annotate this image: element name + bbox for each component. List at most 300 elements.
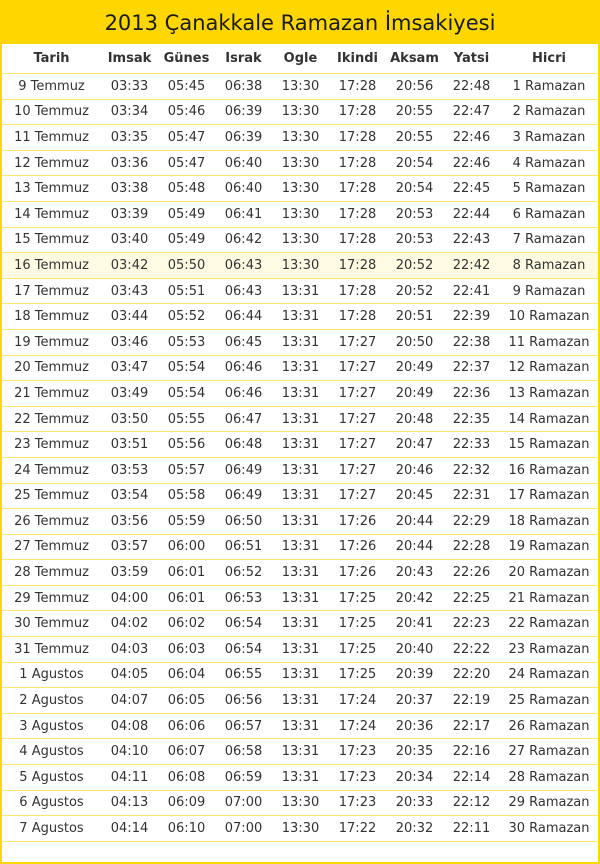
cell-hicri: 9 Ramazan [500, 278, 598, 304]
cell-israk: 06:39 [215, 125, 272, 151]
cell-ogle: 13:31 [272, 534, 329, 560]
cell-aksam: 20:33 [386, 790, 443, 816]
cell-israk: 06:58 [215, 739, 272, 765]
table-row [2, 534, 598, 560]
cell-aksam: 20:54 [386, 150, 443, 176]
table-row [2, 176, 598, 202]
table-body [2, 74, 598, 842]
cell-israk: 06:44 [215, 304, 272, 330]
cell-ogle: 13:30 [272, 176, 329, 202]
cell-ikindi: 17:28 [329, 150, 386, 176]
table-row [2, 611, 598, 637]
cell-yatsi: 22:37 [443, 355, 500, 381]
cell-yatsi: 22:38 [443, 329, 500, 355]
cell-ogle: 13:31 [272, 611, 329, 637]
table-row [2, 713, 598, 739]
cell-ikindi: 17:27 [329, 381, 386, 407]
cell-aksam: 20:43 [386, 560, 443, 586]
cell-aksam: 20:52 [386, 278, 443, 304]
cell-yatsi: 22:39 [443, 304, 500, 330]
table-row [2, 585, 598, 611]
cell-ogle: 13:31 [272, 713, 329, 739]
cell-israk: 06:51 [215, 534, 272, 560]
cell-tarih: 3 Agustos [2, 713, 101, 739]
cell-ogle: 13:31 [272, 483, 329, 509]
cell-ikindi: 17:28 [329, 304, 386, 330]
cell-imsak: 03:56 [101, 509, 158, 535]
cell-hicri: 6 Ramazan [500, 201, 598, 227]
table-row [2, 457, 598, 483]
table-row [2, 125, 598, 151]
cell-hicri: 2 Ramazan [500, 99, 598, 125]
cell-ogle: 13:31 [272, 509, 329, 535]
cell-tarih: 10 Temmuz [2, 99, 101, 125]
cell-aksam: 20:44 [386, 534, 443, 560]
cell-gunes: 05:54 [158, 355, 215, 381]
cell-hicri: 27 Ramazan [500, 739, 598, 765]
cell-israk: 06:49 [215, 457, 272, 483]
table-row [2, 509, 598, 535]
cell-israk: 06:46 [215, 355, 272, 381]
cell-aksam: 20:44 [386, 509, 443, 535]
table-row [2, 253, 598, 279]
cell-gunes: 05:48 [158, 176, 215, 202]
cell-ogle: 13:31 [272, 304, 329, 330]
cell-israk: 06:39 [215, 99, 272, 125]
cell-aksam: 20:37 [386, 688, 443, 714]
cell-ogle: 13:31 [272, 406, 329, 432]
cell-imsak: 03:35 [101, 125, 158, 151]
cell-yatsi: 22:45 [443, 176, 500, 202]
table-row [2, 304, 598, 330]
cell-ogle: 13:30 [272, 125, 329, 151]
title-bar [2, 2, 598, 44]
cell-israk: 06:43 [215, 253, 272, 279]
cell-ogle: 13:31 [272, 432, 329, 458]
cell-yatsi: 22:32 [443, 457, 500, 483]
cell-ogle: 13:31 [272, 381, 329, 407]
cell-imsak: 03:39 [101, 201, 158, 227]
cell-yatsi: 22:33 [443, 432, 500, 458]
cell-tarih: 28 Temmuz [2, 560, 101, 586]
table-row [2, 278, 598, 304]
cell-gunes: 05:45 [158, 74, 215, 100]
cell-imsak: 04:07 [101, 688, 158, 714]
cell-tarih: 2 Agustos [2, 688, 101, 714]
cell-gunes: 05:49 [158, 201, 215, 227]
cell-gunes: 06:06 [158, 713, 215, 739]
cell-yatsi: 22:43 [443, 227, 500, 253]
cell-israk: 06:49 [215, 483, 272, 509]
cell-gunes: 06:04 [158, 662, 215, 688]
cell-aksam: 20:55 [386, 99, 443, 125]
cell-hicri: 26 Ramazan [500, 713, 598, 739]
cell-ogle: 13:31 [272, 739, 329, 765]
table-row [2, 406, 598, 432]
cell-imsak: 03:57 [101, 534, 158, 560]
cell-hicri: 19 Ramazan [500, 534, 598, 560]
cell-israk: 06:42 [215, 227, 272, 253]
cell-hicri: 29 Ramazan [500, 790, 598, 816]
cell-aksam: 20:55 [386, 125, 443, 151]
cell-aksam: 20:52 [386, 253, 443, 279]
header-ikindi: Ikindi [337, 51, 378, 66]
cell-ikindi: 17:28 [329, 278, 386, 304]
cell-yatsi: 22:35 [443, 406, 500, 432]
cell-tarih: 12 Temmuz [2, 150, 101, 176]
cell-imsak: 03:51 [101, 432, 158, 458]
cell-hicri: 16 Ramazan [500, 457, 598, 483]
cell-gunes: 06:08 [158, 765, 215, 791]
cell-ikindi: 17:27 [329, 432, 386, 458]
cell-hicri: 12 Ramazan [500, 355, 598, 381]
header-imsak: Imsak [107, 51, 152, 66]
cell-imsak: 03:36 [101, 150, 158, 176]
cell-hicri: 11 Ramazan [500, 329, 598, 355]
cell-ogle: 13:30 [272, 74, 329, 100]
cell-ikindi: 17:28 [329, 99, 386, 125]
cell-yatsi: 22:29 [443, 509, 500, 535]
cell-yatsi: 22:31 [443, 483, 500, 509]
cell-aksam: 20:41 [386, 611, 443, 637]
cell-israk: 06:50 [215, 509, 272, 535]
cell-ikindi: 17:28 [329, 74, 386, 100]
cell-tarih: 6 Agustos [2, 790, 101, 816]
cell-ogle: 13:31 [272, 329, 329, 355]
cell-ogle: 13:31 [272, 637, 329, 663]
cell-yatsi: 22:25 [443, 585, 500, 611]
cell-ogle: 13:30 [272, 150, 329, 176]
cell-gunes: 05:46 [158, 99, 215, 125]
cell-tarih: 17 Temmuz [2, 278, 101, 304]
cell-imsak: 03:40 [101, 227, 158, 253]
cell-aksam: 20:40 [386, 637, 443, 663]
cell-ikindi: 17:28 [329, 201, 386, 227]
header-gunes: Günes [163, 51, 210, 66]
table-row [2, 739, 598, 765]
cell-aksam: 20:32 [386, 816, 443, 842]
cell-yatsi: 22:44 [443, 201, 500, 227]
cell-gunes: 05:47 [158, 150, 215, 176]
cell-israk: 06:40 [215, 150, 272, 176]
cell-tarih: 1 Agustos [2, 662, 101, 688]
cell-gunes: 05:52 [158, 304, 215, 330]
cell-ogle: 13:30 [272, 227, 329, 253]
cell-ikindi: 17:23 [329, 765, 386, 791]
cell-imsak: 03:50 [101, 406, 158, 432]
cell-israk: 06:54 [215, 637, 272, 663]
cell-ikindi: 17:27 [329, 457, 386, 483]
cell-ogle: 13:30 [272, 201, 329, 227]
cell-ogle: 13:31 [272, 457, 329, 483]
cell-gunes: 06:01 [158, 585, 215, 611]
cell-hicri: 22 Ramazan [500, 611, 598, 637]
cell-gunes: 05:57 [158, 457, 215, 483]
header-yatsi: Yatsi [453, 51, 490, 66]
cell-imsak: 03:53 [101, 457, 158, 483]
cell-imsak: 03:33 [101, 74, 158, 100]
cell-gunes: 05:59 [158, 509, 215, 535]
cell-hicri: 4 Ramazan [500, 150, 598, 176]
cell-hicri: 3 Ramazan [500, 125, 598, 151]
cell-israk: 06:53 [215, 585, 272, 611]
cell-yatsi: 22:14 [443, 765, 500, 791]
cell-imsak: 04:14 [101, 816, 158, 842]
cell-hicri: 10 Ramazan [500, 304, 598, 330]
cell-tarih: 29 Temmuz [2, 585, 101, 611]
cell-tarih: 26 Temmuz [2, 509, 101, 535]
cell-tarih: 20 Temmuz [2, 355, 101, 381]
cell-aksam: 20:49 [386, 355, 443, 381]
cell-tarih: 18 Temmuz [2, 304, 101, 330]
cell-yatsi: 22:20 [443, 662, 500, 688]
cell-imsak: 03:59 [101, 560, 158, 586]
table-row [2, 637, 598, 663]
cell-hicri: 8 Ramazan [500, 253, 598, 279]
cell-aksam: 20:45 [386, 483, 443, 509]
table-header [2, 44, 598, 74]
cell-hicri: 5 Ramazan [500, 176, 598, 202]
cell-ikindi: 17:25 [329, 662, 386, 688]
cell-ikindi: 17:26 [329, 534, 386, 560]
cell-aksam: 20:53 [386, 227, 443, 253]
cell-gunes: 05:49 [158, 227, 215, 253]
cell-ikindi: 17:22 [329, 816, 386, 842]
cell-imsak: 03:43 [101, 278, 158, 304]
cell-yatsi: 22:46 [443, 150, 500, 176]
cell-yatsi: 22:11 [443, 816, 500, 842]
cell-tarih: 21 Temmuz [2, 381, 101, 407]
cell-yatsi: 22:16 [443, 739, 500, 765]
cell-imsak: 03:46 [101, 329, 158, 355]
cell-hicri: 20 Ramazan [500, 560, 598, 586]
table-row [2, 355, 598, 381]
table-row [2, 560, 598, 586]
table-row [2, 227, 598, 253]
cell-hicri: 1 Ramazan [500, 74, 598, 100]
table-row [2, 201, 598, 227]
cell-israk: 06:56 [215, 688, 272, 714]
cell-aksam: 20:42 [386, 585, 443, 611]
cell-ogle: 13:30 [272, 816, 329, 842]
cell-aksam: 20:36 [386, 713, 443, 739]
table-row [2, 662, 598, 688]
cell-tarih: 27 Temmuz [2, 534, 101, 560]
cell-hicri: 28 Ramazan [500, 765, 598, 791]
cell-yatsi: 22:19 [443, 688, 500, 714]
table-row [2, 329, 598, 355]
cell-tarih: 5 Agustos [2, 765, 101, 791]
cell-tarih: 15 Temmuz [2, 227, 101, 253]
cell-tarih: 13 Temmuz [2, 176, 101, 202]
cell-ikindi: 17:27 [329, 483, 386, 509]
table-row [2, 790, 598, 816]
cell-israk: 06:57 [215, 713, 272, 739]
cell-gunes: 05:55 [158, 406, 215, 432]
header-row [2, 44, 598, 74]
cell-imsak: 03:47 [101, 355, 158, 381]
cell-hicri: 23 Ramazan [500, 637, 598, 663]
cell-yatsi: 22:48 [443, 74, 500, 100]
cell-gunes: 06:00 [158, 534, 215, 560]
cell-israk: 06:46 [215, 381, 272, 407]
cell-ikindi: 17:27 [329, 406, 386, 432]
cell-ogle: 13:31 [272, 355, 329, 381]
cell-ikindi: 17:25 [329, 637, 386, 663]
cell-ikindi: 17:23 [329, 790, 386, 816]
cell-yatsi: 22:26 [443, 560, 500, 586]
cell-yatsi: 22:47 [443, 99, 500, 125]
cell-aksam: 20:46 [386, 457, 443, 483]
cell-imsak: 04:11 [101, 765, 158, 791]
cell-ogle: 13:31 [272, 662, 329, 688]
cell-hicri: 7 Ramazan [500, 227, 598, 253]
cell-gunes: 06:07 [158, 739, 215, 765]
cell-ikindi: 17:27 [329, 329, 386, 355]
cell-hicri: 18 Ramazan [500, 509, 598, 535]
cell-aksam: 20:51 [386, 304, 443, 330]
cell-tarih: 7 Agustos [2, 816, 101, 842]
cell-imsak: 03:42 [101, 253, 158, 279]
cell-ikindi: 17:23 [329, 739, 386, 765]
cell-imsak: 04:10 [101, 739, 158, 765]
cell-ikindi: 17:24 [329, 688, 386, 714]
cell-aksam: 20:35 [386, 739, 443, 765]
cell-gunes: 06:05 [158, 688, 215, 714]
table-row [2, 765, 598, 791]
cell-aksam: 20:49 [386, 381, 443, 407]
cell-yatsi: 22:17 [443, 713, 500, 739]
cell-ogle: 13:31 [272, 585, 329, 611]
cell-aksam: 20:48 [386, 406, 443, 432]
cell-gunes: 06:03 [158, 637, 215, 663]
cell-ikindi: 17:25 [329, 585, 386, 611]
cell-yatsi: 22:22 [443, 637, 500, 663]
header-israk: Israk [225, 51, 262, 66]
cell-yatsi: 22:42 [443, 253, 500, 279]
page-title: 2013 Çanakkale Ramazan İmsakiyesi [104, 11, 496, 35]
cell-gunes: 05:50 [158, 253, 215, 279]
table-row [2, 483, 598, 509]
cell-tarih: 9 Temmuz [2, 74, 101, 100]
cell-ikindi: 17:28 [329, 253, 386, 279]
cell-imsak: 04:08 [101, 713, 158, 739]
cell-aksam: 20:47 [386, 432, 443, 458]
cell-israk: 06:47 [215, 406, 272, 432]
cell-hicri: 21 Ramazan [500, 585, 598, 611]
cell-yatsi: 22:46 [443, 125, 500, 151]
cell-tarih: 30 Temmuz [2, 611, 101, 637]
cell-israk: 07:00 [215, 790, 272, 816]
cell-yatsi: 22:36 [443, 381, 500, 407]
cell-imsak: 04:00 [101, 585, 158, 611]
cell-gunes: 06:09 [158, 790, 215, 816]
cell-israk: 06:48 [215, 432, 272, 458]
cell-israk: 06:54 [215, 611, 272, 637]
cell-gunes: 05:53 [158, 329, 215, 355]
cell-tarih: 19 Temmuz [2, 329, 101, 355]
header-aksam: Aksam [390, 51, 439, 66]
cell-israk: 06:41 [215, 201, 272, 227]
imsakiye-table [2, 44, 598, 842]
table-row [2, 150, 598, 176]
cell-aksam: 20:50 [386, 329, 443, 355]
cell-hicri: 17 Ramazan [500, 483, 598, 509]
cell-ikindi: 17:25 [329, 611, 386, 637]
cell-ikindi: 17:24 [329, 713, 386, 739]
cell-tarih: 24 Temmuz [2, 457, 101, 483]
table-row [2, 688, 598, 714]
cell-tarih: 16 Temmuz [2, 253, 101, 279]
cell-imsak: 04:03 [101, 637, 158, 663]
cell-gunes: 06:01 [158, 560, 215, 586]
cell-gunes: 05:56 [158, 432, 215, 458]
cell-ogle: 13:31 [272, 765, 329, 791]
cell-gunes: 05:51 [158, 278, 215, 304]
cell-gunes: 06:10 [158, 816, 215, 842]
cell-ogle: 13:30 [272, 99, 329, 125]
cell-ogle: 13:30 [272, 790, 329, 816]
cell-israk: 06:38 [215, 74, 272, 100]
table-row [2, 816, 598, 842]
cell-yatsi: 22:12 [443, 790, 500, 816]
cell-tarih: 31 Temmuz [2, 637, 101, 663]
cell-ogle: 13:31 [272, 688, 329, 714]
cell-ogle: 13:31 [272, 278, 329, 304]
header-ogle: Ogle [283, 51, 318, 66]
cell-ikindi: 17:26 [329, 509, 386, 535]
cell-hicri: 25 Ramazan [500, 688, 598, 714]
cell-tarih: 23 Temmuz [2, 432, 101, 458]
table-row [2, 99, 598, 125]
table-row [2, 381, 598, 407]
cell-hicri: 13 Ramazan [500, 381, 598, 407]
header-tarih: Tarih [33, 51, 70, 66]
cell-israk: 07:00 [215, 816, 272, 842]
cell-ogle: 13:30 [272, 253, 329, 279]
cell-gunes: 06:02 [158, 611, 215, 637]
cell-hicri: 24 Ramazan [500, 662, 598, 688]
cell-israk: 06:40 [215, 176, 272, 202]
cell-israk: 06:52 [215, 560, 272, 586]
cell-tarih: 25 Temmuz [2, 483, 101, 509]
cell-ikindi: 17:26 [329, 560, 386, 586]
cell-hicri: 14 Ramazan [500, 406, 598, 432]
cell-gunes: 05:58 [158, 483, 215, 509]
table-row [2, 432, 598, 458]
cell-aksam: 20:56 [386, 74, 443, 100]
cell-aksam: 20:54 [386, 176, 443, 202]
cell-ikindi: 17:28 [329, 176, 386, 202]
cell-ikindi: 17:28 [329, 227, 386, 253]
header-hicri: Hicri [532, 51, 566, 66]
cell-ogle: 13:31 [272, 560, 329, 586]
cell-aksam: 20:53 [386, 201, 443, 227]
cell-imsak: 04:02 [101, 611, 158, 637]
cell-imsak: 03:34 [101, 99, 158, 125]
cell-tarih: 4 Agustos [2, 739, 101, 765]
cell-hicri: 15 Ramazan [500, 432, 598, 458]
cell-israk: 06:55 [215, 662, 272, 688]
cell-israk: 06:59 [215, 765, 272, 791]
cell-ikindi: 17:27 [329, 355, 386, 381]
cell-imsak: 03:54 [101, 483, 158, 509]
cell-aksam: 20:34 [386, 765, 443, 791]
cell-yatsi: 22:23 [443, 611, 500, 637]
cell-israk: 06:43 [215, 278, 272, 304]
cell-tarih: 11 Temmuz [2, 125, 101, 151]
table-row [2, 74, 598, 100]
